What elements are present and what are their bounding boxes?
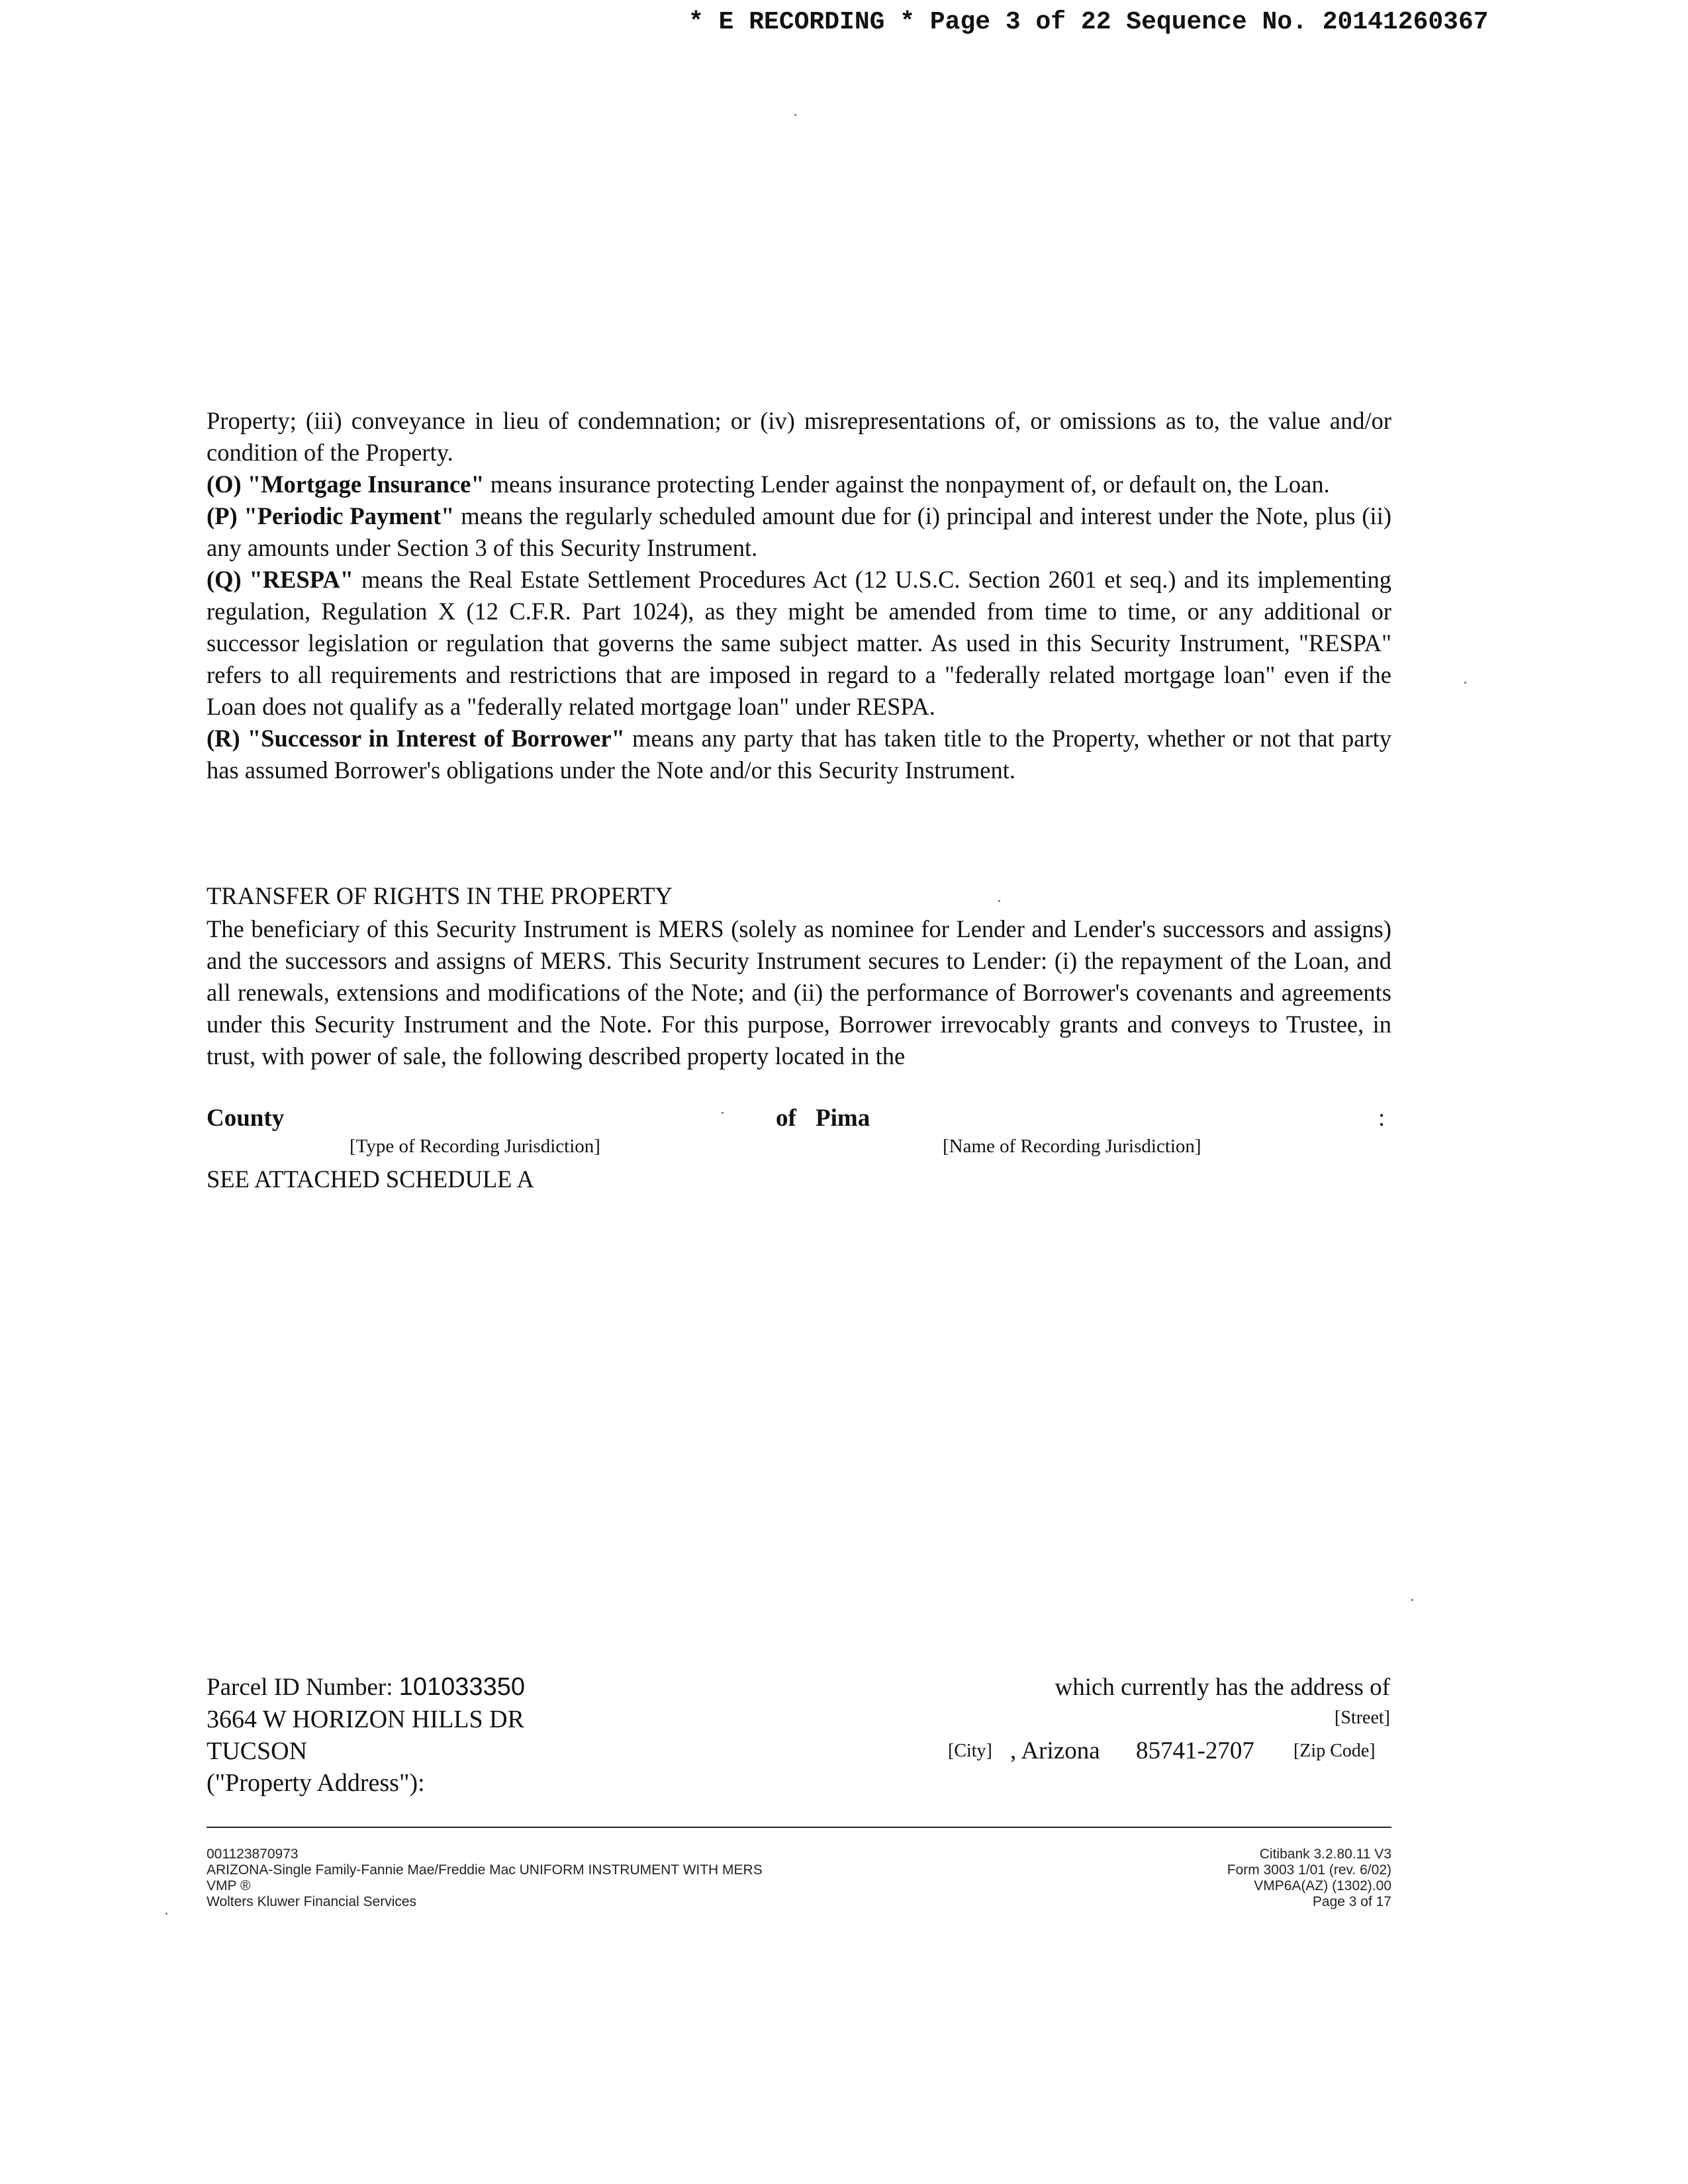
definition-o-text: means insurance protecting Lender against the nonpayment of, or default on, the Loan. bbox=[484, 471, 1330, 498]
definition-p bbox=[207, 500, 1391, 564]
definition-q bbox=[207, 564, 1391, 723]
jurisdiction-name-caption: [Name of Recording Jurisdiction] bbox=[943, 1136, 1201, 1157]
jurisdiction-of: of bbox=[776, 1105, 796, 1132]
transfer-paragraph: The beneficiary of this Security Instrument is MERS (solely as nominee for Lender and Lender's successors and assigns) and the successors and assigns of MERS. This Security Instrument secures to Lender: (i) the repayment of the Loan, and all renewals, extensions and modifications of the Note; and (ii) the performance of Borrower's covenants and agreements under this Security Instrument and the Note. For this purpose, Borrower irrevocably grants and conveys to Trustee, in trust, with power of sale, the following described property located in the bbox=[207, 915, 1391, 1069]
scan-speck bbox=[165, 1913, 167, 1915]
state: , Arizona bbox=[1010, 1737, 1100, 1764]
definition-o-label: (O) "Mortgage Insurance" bbox=[207, 471, 485, 498]
footer-form-number: Form 3003 1/01 (rev. 6/02) bbox=[1227, 1862, 1391, 1878]
footer-loan-number: 001123870973 bbox=[207, 1846, 299, 1862]
footer-vmp: VMP ® bbox=[207, 1878, 251, 1893]
footer-system-version: Citibank 3.2.80.11 V3 bbox=[1259, 1846, 1391, 1862]
zip-caption: [Zip Code] bbox=[1293, 1741, 1376, 1761]
transfer-heading: TRANSFER OF RIGHTS IN THE PROPERTY bbox=[207, 882, 673, 909]
jurisdiction-type-caption: [Type of Recording Jurisdiction] bbox=[350, 1136, 600, 1157]
footer-right bbox=[1125, 1846, 1391, 1910]
footer-left bbox=[207, 1846, 763, 1910]
scan-speck bbox=[722, 1112, 724, 1114]
footer-publisher: Wolters Kluwer Financial Services bbox=[207, 1894, 417, 1909]
city-caption: [City] bbox=[948, 1741, 992, 1761]
city: TUCSON bbox=[207, 1737, 308, 1765]
definition-q-label: (Q) "RESPA" bbox=[207, 566, 354, 593]
definition-p-label: (P) "Periodic Payment" bbox=[207, 502, 455, 529]
property-address-label: ("Property Address"): bbox=[207, 1769, 425, 1797]
scan-speck bbox=[1464, 682, 1466, 684]
parcel-id-number: 101033350 bbox=[399, 1673, 525, 1701]
jurisdiction-name: Pima bbox=[816, 1105, 870, 1132]
address-intro: which currently has the address of bbox=[1055, 1674, 1390, 1701]
definition-r-text: means any party that has taken title to the Property, whether or not that party has assumed Borrower's obligations under the Note and/or this Security Instrument. bbox=[207, 725, 1392, 784]
scan-speck bbox=[794, 114, 796, 116]
parcel-id-row bbox=[207, 1673, 525, 1702]
jurisdiction-type: County bbox=[207, 1105, 285, 1132]
footer-form-description: ARIZONA-Single Family-Fannie Mae/Freddie Mac UNIFORM INSTRUMENT WITH MERS bbox=[207, 1862, 763, 1878]
definition-o bbox=[207, 469, 1391, 500]
definition-r bbox=[207, 723, 1391, 786]
footer-vmp-code: VMP6A(AZ) (1302).00 bbox=[1254, 1878, 1391, 1893]
zip-code: 85741-2707 bbox=[1136, 1737, 1254, 1764]
definition-p-text: means the regularly scheduled amount due for (i) principal and interest under the Note, plus (ii) any amounts under Section 3 of this Security Instrument. bbox=[207, 502, 1391, 561]
definition-r-label: (R) "Successor in Interest of Borrower" bbox=[207, 725, 625, 752]
parcel-id-label: Parcel ID Number: bbox=[207, 1674, 393, 1701]
scan-speck bbox=[1411, 1599, 1413, 1601]
recording-header: * E RECORDING * Page 3 of 22 Sequence No. 20141260367 bbox=[688, 8, 1489, 36]
schedule-reference: SEE ATTACHED SCHEDULE A bbox=[207, 1165, 534, 1193]
footer-divider bbox=[207, 1827, 1391, 1828]
definition-q-text: means the Real Estate Settlement Procedures Act (12 U.S.C. Section 2601 et seq.) and its implementing regulation, Regulation X (12 C.F.R. Part 1024), as they might be amended from time to time, or any additional or successor legislation or regulation that governs the same subject matter. As used in this Security Instrument, "RESPA" refers to all requirements and restrictions that are imposed in regard to a "federally related mortgage loan" even if the Loan does not qualify as a "federally related mortgage loan" under RESPA. bbox=[207, 566, 1391, 720]
definitions-section bbox=[207, 405, 1391, 786]
street-address: 3664 W HORIZON HILLS DR bbox=[207, 1706, 524, 1733]
definition-continuation: Property; (iii) conveyance in lieu of condemnation; or (iv) misrepresentations of, or omissions as to, the value and/or condition of the Property. bbox=[207, 407, 1391, 466]
street-caption: [Street] bbox=[1335, 1707, 1390, 1728]
footer-page-number: Page 3 of 17 bbox=[1312, 1894, 1391, 1909]
scan-speck bbox=[998, 900, 1000, 902]
jurisdiction-colon: : bbox=[1378, 1105, 1385, 1132]
